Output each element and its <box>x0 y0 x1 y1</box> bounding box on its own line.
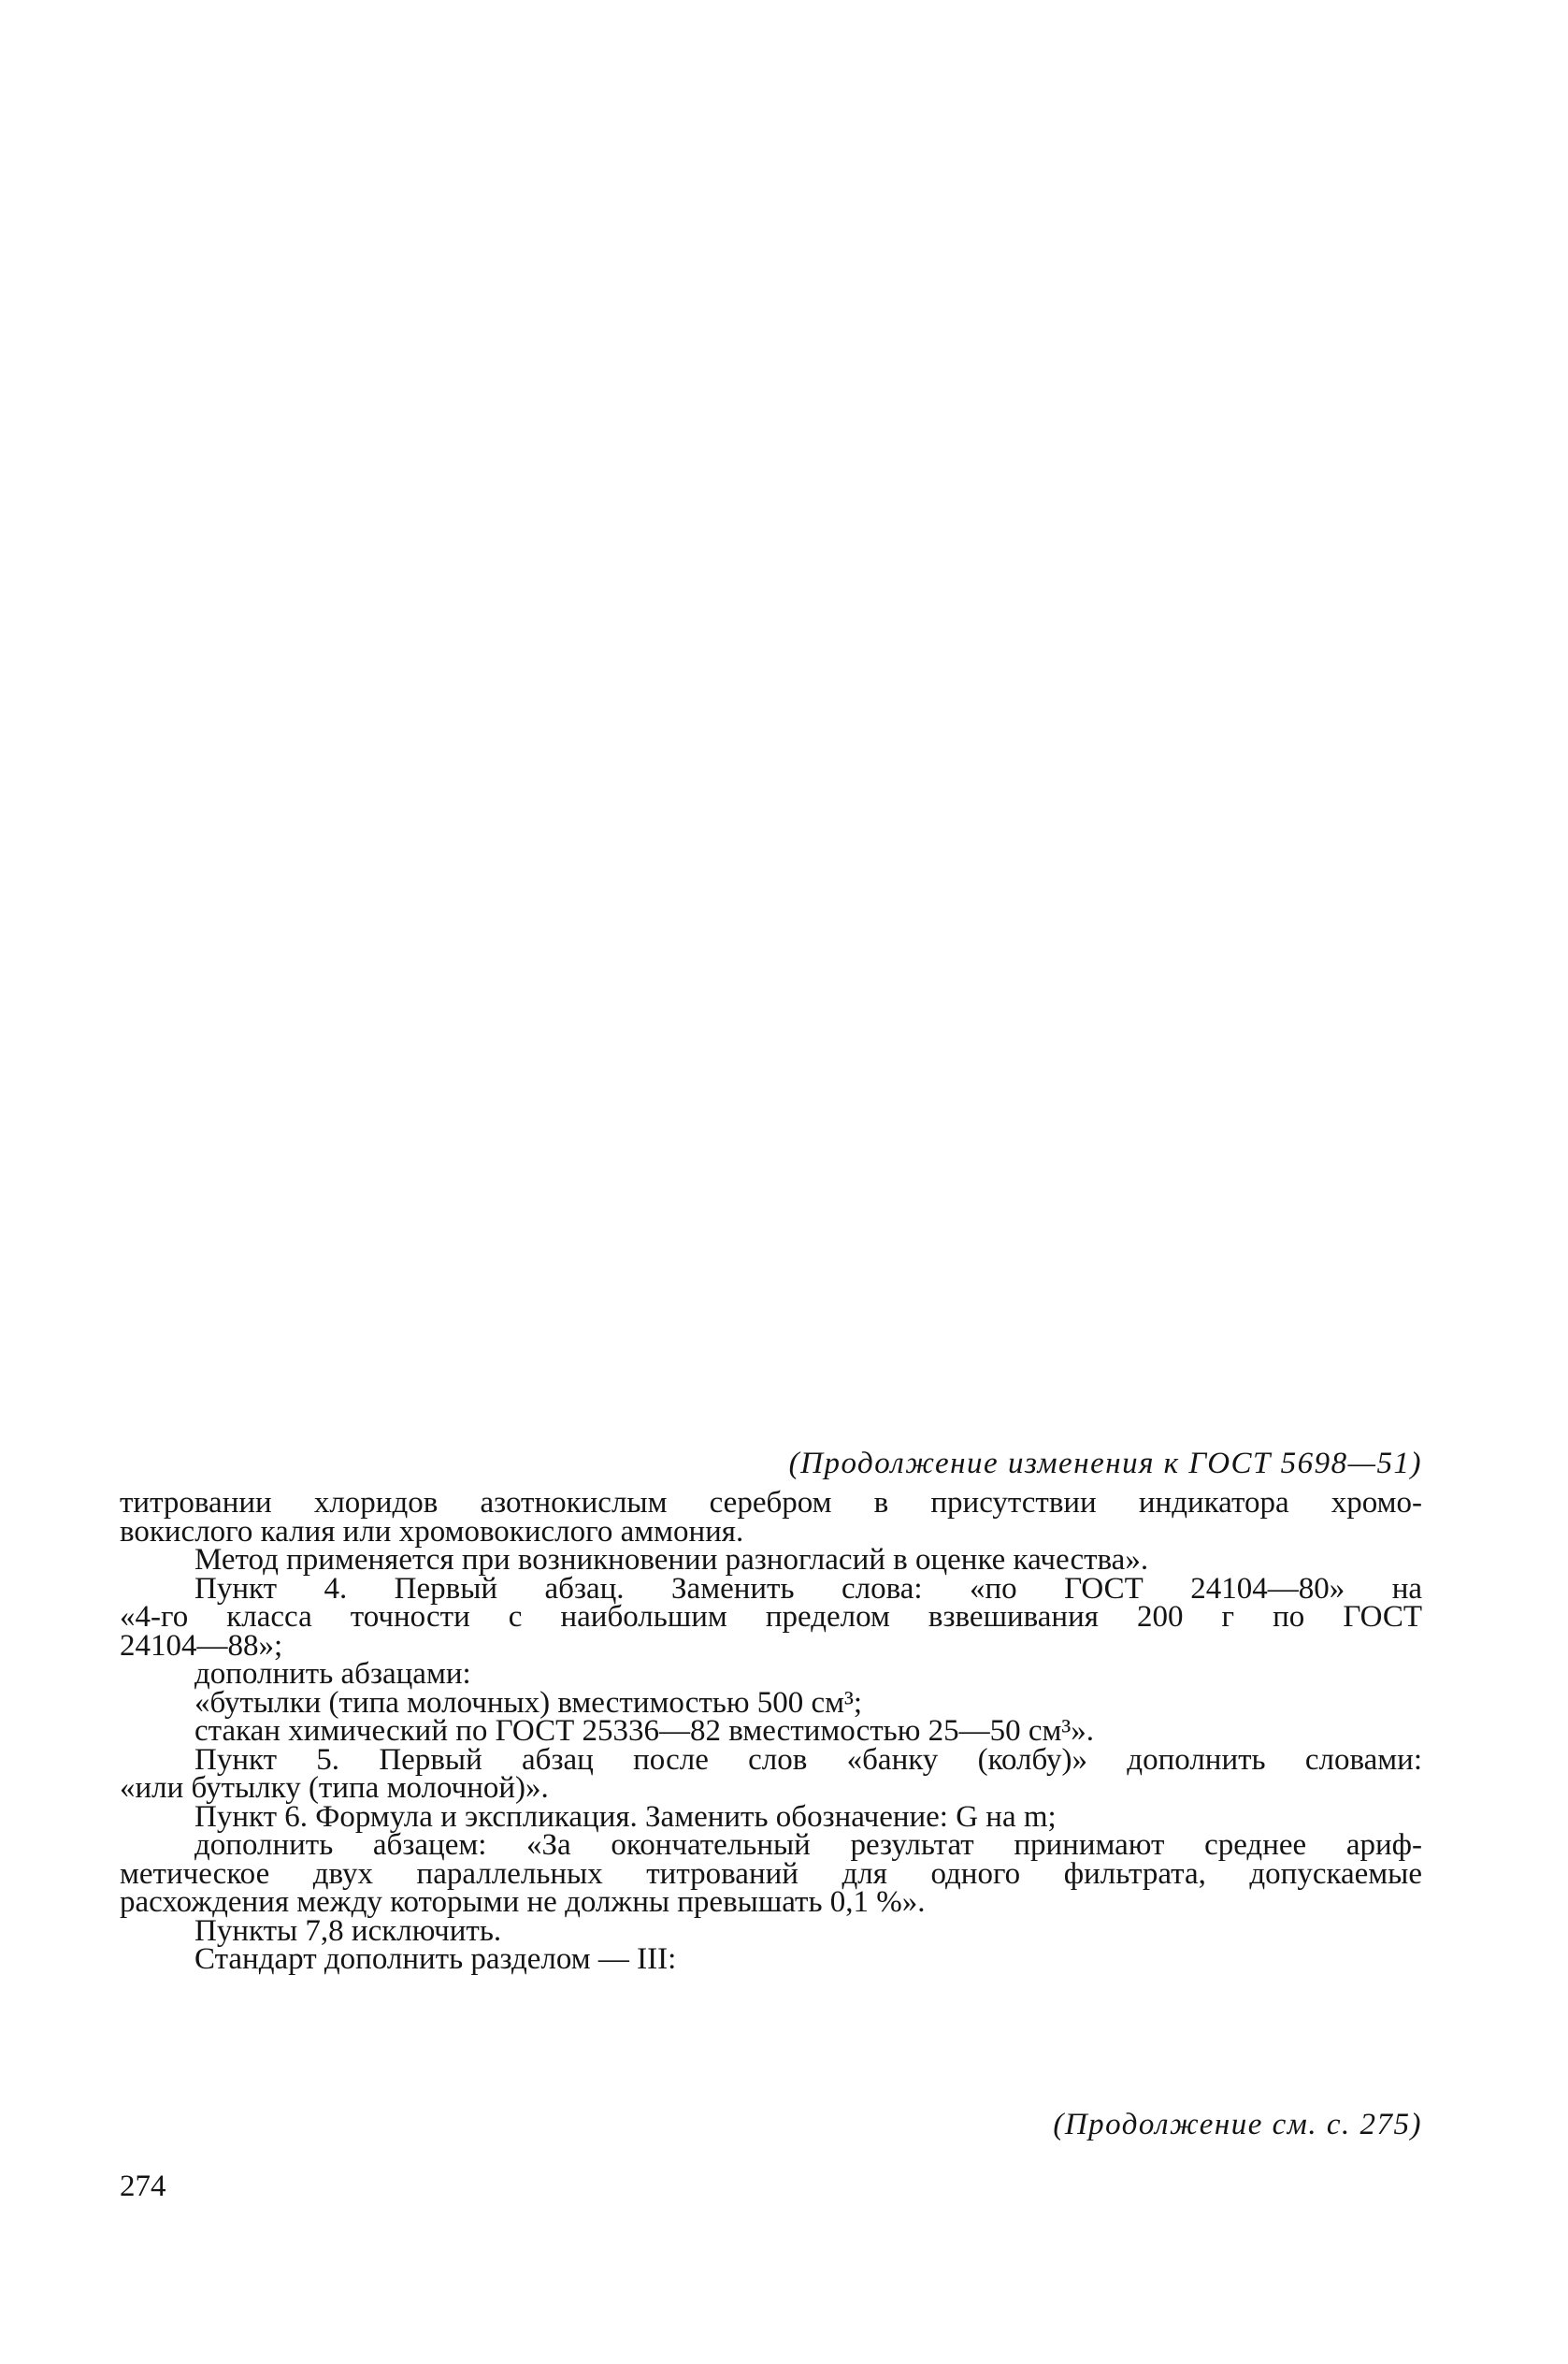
page-number: 274 <box>120 2169 166 2203</box>
paragraph-method-description <box>120 1486 1422 1549</box>
body-line: вокислого калия или хромовокислого аммония. <box>120 1514 744 1549</box>
body-line: «или бутылку (типа молочной)». <box>120 1771 549 1805</box>
body-line: Пункт 4. Первый абзац. Заменить слова: «по ГОСТ 24104—80» на <box>194 1571 1422 1606</box>
body-line: «бутылки (типа молочных) вместимостью 500 см³; <box>194 1685 863 1720</box>
paragraph-items-7-8 <box>120 1913 1422 1976</box>
continuation-footer: (Продолжение см. с. 275) <box>1053 2108 1422 2141</box>
body-line: Пункт 6. Формула и экспликация. Заменить обозначение: G на m; <box>194 1799 1057 1834</box>
continuation-header: (Продолжение изменения к ГОСТ 5698—51) <box>788 1447 1422 1480</box>
paragraph-item-5 <box>120 1742 1422 1805</box>
paragraph-method-usage <box>120 1543 1422 1577</box>
paragraph-item-4 <box>120 1571 1422 1663</box>
body-line: метическое двух параллельных титрований для одного фильтрата, допускаемые <box>120 1856 1422 1891</box>
body-line: Пункты 7,8 исключить. <box>194 1913 502 1948</box>
body-line: расхождения между которыми не должны превышать 0,1 %». <box>120 1885 926 1919</box>
paragraph-item-6 <box>120 1799 1422 1919</box>
body-line: «4-го класса точности с наибольшим пределом взвешивания 200 г по ГОСТ <box>120 1600 1422 1634</box>
body-line: дополнить абзацами: <box>194 1657 471 1691</box>
body-line: титровании хлоридов азотнокислым серебром в присутствии индикатора хромо- <box>120 1486 1422 1520</box>
body-line: 24104—88»; <box>120 1628 283 1663</box>
document-body <box>120 1486 1422 1976</box>
body-line: Стандарт дополнить разделом — III: <box>194 1942 677 1976</box>
paragraph-add-paragraphs <box>120 1657 1422 1748</box>
body-line: Метод применяется при возникновении разногласий в оценке качества». <box>194 1543 1149 1577</box>
body-line: стакан химический по ГОСТ 25336—82 вместимостью 25—50 см³». <box>194 1714 1095 1748</box>
body-line: Пункт 5. Первый абзац после слов «банку (колбу)» дополнить словами: <box>194 1742 1422 1777</box>
body-line: дополнить абзацем: «За окончательный результат принимают среднее ариф- <box>194 1828 1422 1862</box>
